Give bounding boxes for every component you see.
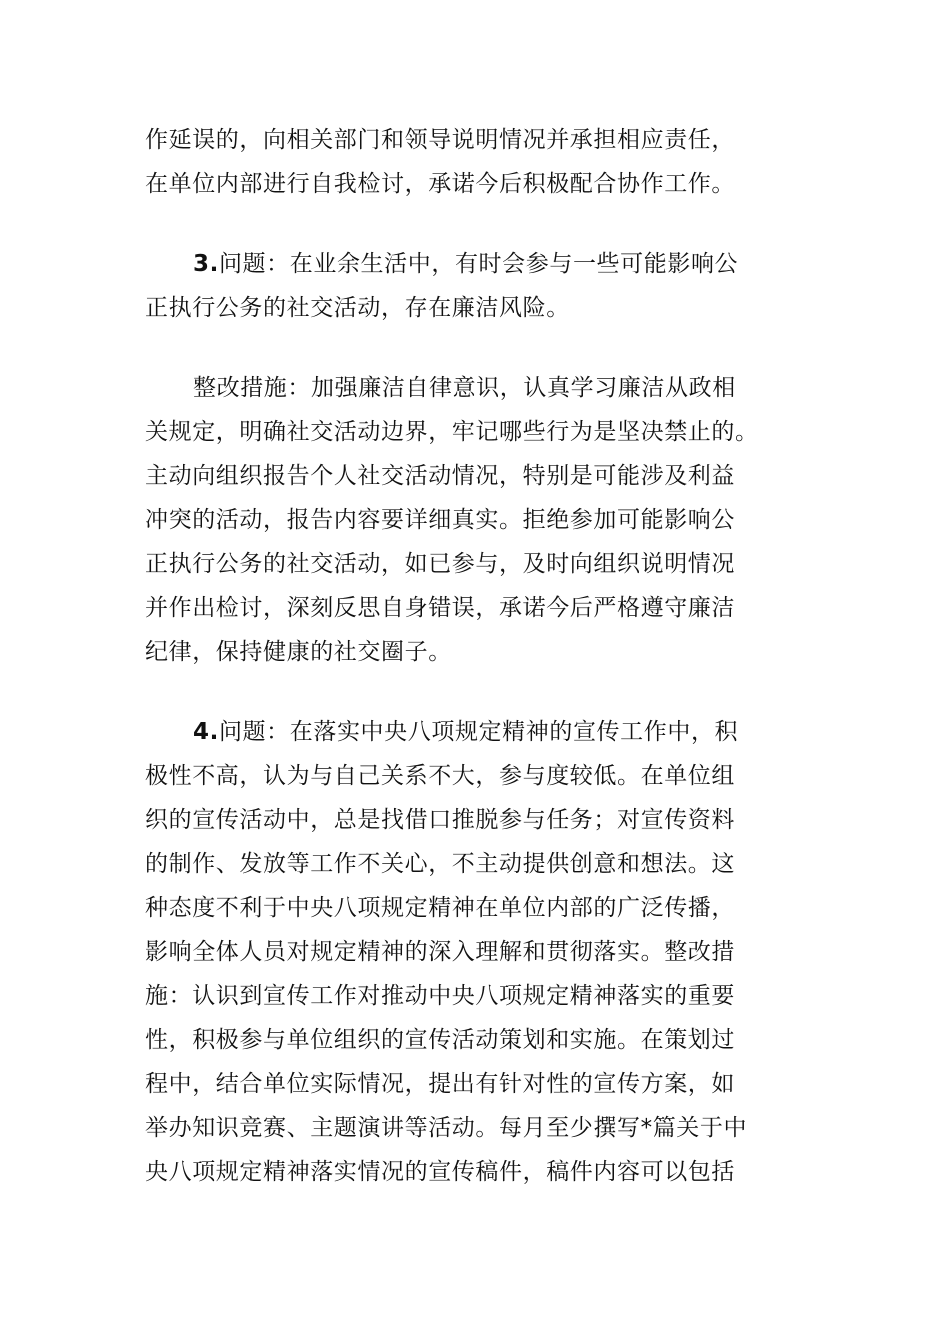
issue-text: 问题：在落实中央八项规定精神的宣传工作中，积 [218,719,739,745]
text-line: 主动向组织报告个人社交活动情况，特别是可能涉及利益 [145,463,735,489]
text-line: 举办知识竞赛、主题演讲等活动。每月至少撰写*篇关于中 [145,1115,748,1141]
text-line: 正执行公务的社交活动，如已参与，及时向组织说明情况 [145,551,735,577]
text-line: 种态度不利于中央八项规定精神在单位内部的广泛传播， [145,895,735,921]
item-number: 3. [193,251,219,277]
text-line: 整改措施：加强廉洁自律意识，认真学习廉洁从政相 [193,375,736,401]
text-line: 纪律，保持健康的社交圈子。 [145,639,452,665]
text-line: 极性不高，认为与自己关系不大，参与度较低。在单位组 [145,763,735,789]
text-line [145,710,795,754]
text-line: 性，积极参与单位组织的宣传活动策划和实施。在策划过 [145,1027,735,1053]
paragraph-measures-3 [145,366,795,674]
text-line: 在单位内部进行自我检讨，承诺今后积极配合协作工作。 [145,171,735,197]
text-line: 央八项规定精神落实情况的宣传稿件，稿件内容可以包括 [145,1159,735,1185]
text-line: 作延误的，向相关部门和领导说明情况并承担相应责任， [145,127,735,153]
text-line [145,242,795,286]
text-line: 并作出检讨，深刻反思自身错误，承诺今后严格遵守廉洁 [145,595,735,621]
paragraph-issue-3 [145,242,795,330]
document-body [145,118,795,1194]
paragraph-issue-4 [145,710,795,1194]
text-line: 的制作、发放等工作不关心，不主动提供创意和想法。这 [145,851,735,877]
text-line: 冲突的活动，报告内容要详细真实。拒绝参加可能影响公 [145,507,735,533]
paragraph-continuation [145,118,795,206]
text-line: 关规定，明确社交活动边界，牢记哪些行为是坚决禁止的。 [145,419,759,445]
text-line: 影响全体人员对规定精神的深入理解和贯彻落实。整改措 [145,939,735,965]
text-line: 织的宣传活动中，总是找借口推脱参与任务；对宣传资料 [145,807,735,833]
issue-text: 问题：在业余生活中，有时会参与一些可能影响公 [218,251,739,277]
item-number: 4. [193,719,219,745]
text-line: 程中，结合单位实际情况，提出有针对性的宣传方案，如 [145,1071,735,1097]
text-line: 正执行公务的社交活动，存在廉洁风险。 [145,295,570,321]
text-line: 施：认识到宣传工作对推动中央八项规定精神落实的重要 [145,983,735,1009]
